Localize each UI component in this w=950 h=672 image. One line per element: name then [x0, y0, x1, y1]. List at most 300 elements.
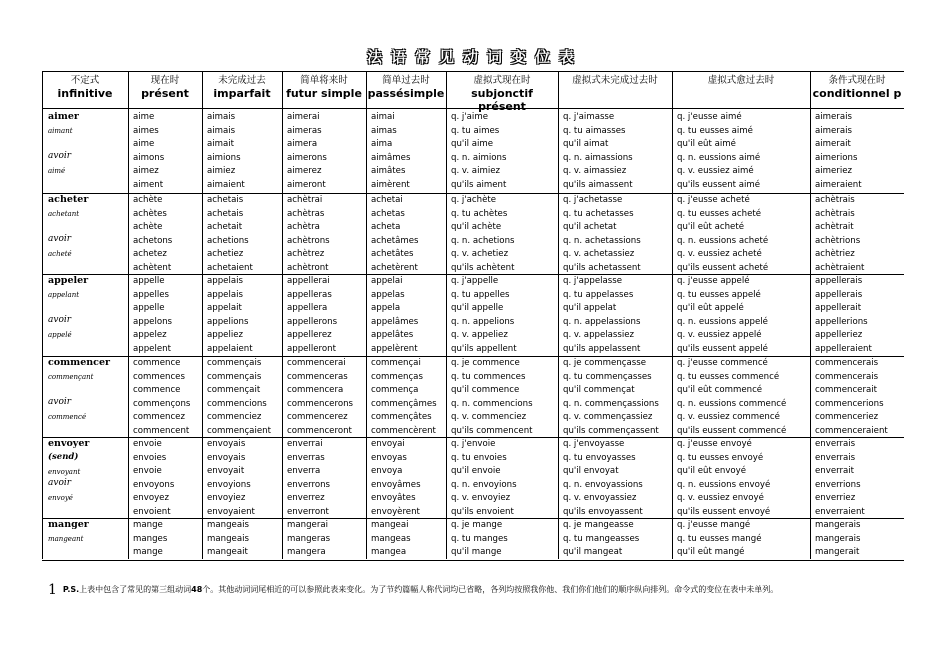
- column-header-zh: 未完成过去: [218, 75, 266, 86]
- column-header-7: [558, 74, 672, 87]
- conjugation-form: achetas: [371, 208, 405, 219]
- conjugation-form: envoie: [133, 466, 162, 476]
- conjugation-form: achète: [133, 222, 163, 232]
- conjugation-form: q. n. eussions commencé: [677, 398, 787, 409]
- conjugation-column-2: [133, 275, 172, 355]
- verb-row-aimer: [0, 111, 950, 192]
- conjugation-column-5: [371, 275, 418, 355]
- conjugation-form: q. j'achetasse: [563, 195, 623, 205]
- column-header-zh: 不定式: [70, 75, 100, 86]
- conjugation-form: q. tu envoies: [451, 452, 507, 463]
- conjugation-form: qu'il eût acheté: [677, 222, 744, 232]
- conjugation-form: qu'il eût aimé: [677, 139, 736, 149]
- conjugation-form: q. n. commençassions: [563, 398, 659, 409]
- conjugation-form: commenceraient: [815, 425, 888, 436]
- verb-participle-present: aimant: [48, 127, 73, 135]
- conjugation-form: qu'il eût commencé: [677, 385, 763, 395]
- conjugation-column-7: [563, 357, 659, 436]
- conjugation-column-8: [677, 275, 768, 355]
- conjugation-form: appela: [371, 303, 401, 313]
- conjugation-form: q. v. commençassiez: [563, 412, 653, 422]
- conjugation-form: envoyons: [133, 479, 175, 490]
- conjugation-form: qu'ils envoyassent: [563, 506, 643, 517]
- conjugation-form: appelle: [133, 276, 165, 286]
- conjugation-form: aima: [371, 139, 393, 149]
- conjugation-form: achetâtes: [371, 249, 414, 259]
- conjugation-column-4: [287, 438, 330, 517]
- conjugation-form: achetaient: [207, 262, 253, 273]
- conjugation-form: envoyai: [371, 439, 405, 449]
- conjugation-form: q. j'envoie: [451, 439, 496, 449]
- conjugation-column-9: [815, 275, 872, 355]
- conjugation-form: envoyions: [207, 479, 251, 490]
- conjugation-form: qu'il aime: [451, 139, 494, 149]
- footnote-count: 48: [191, 585, 203, 594]
- column-header-1: [42, 74, 128, 100]
- conjugation-form: q. tu appelasses: [563, 289, 634, 300]
- conjugation-form: q. v. envoyassiez: [563, 493, 637, 503]
- conjugation-form: commencerez: [287, 412, 348, 422]
- conjugation-column-7: [563, 111, 633, 192]
- conjugation-form: commencèrent: [371, 425, 436, 436]
- conjugation-form: achètrait: [815, 222, 854, 232]
- conjugation-form: qu'il achète: [451, 222, 502, 232]
- conjugation-form: q. tu eusses commencé: [677, 371, 780, 382]
- conjugation-form: q. v. commenciez: [451, 412, 527, 422]
- column-header-zh: 虚拟式愈过去时: [707, 75, 775, 86]
- conjugation-column-2: [133, 357, 190, 436]
- conjugation-form: aimons: [133, 152, 165, 163]
- conjugation-form: achètent: [133, 262, 172, 273]
- conjugation-form: appeliez: [207, 330, 244, 340]
- conjugation-form: q. j'envoyasse: [563, 439, 625, 449]
- page-title: 法语常见动词变位表: [366, 48, 583, 66]
- conjugation-form: qu'il aimat: [563, 139, 609, 149]
- conjugation-form: qu'il mangeat: [563, 547, 623, 557]
- conjugation-form: aimèrent: [371, 179, 410, 190]
- conjugation-form: q. n. eussions aimé: [677, 152, 761, 163]
- conjugation-column-6: [451, 438, 517, 517]
- conjugation-form: q. v. aimiez: [451, 166, 501, 176]
- verb-infinitive: aimer: [48, 111, 79, 122]
- footnote-text-after: 个。其他动词词尾相近的可以参照此表来变化。为了节约篇幅人称代词均已省略，各列均按照我你他、我们你们他们的顺序纵向排列。命令式的变位在表中未单列。: [202, 585, 779, 594]
- conjugation-form: q. n. achetassions: [563, 235, 641, 246]
- conjugation-column-5: [371, 438, 421, 517]
- conjugation-form: qu'ils commençassent: [563, 425, 659, 436]
- conjugation-form: q. j'eusse appelé: [677, 276, 750, 286]
- conjugation-form: q. v. aimassiez: [563, 166, 627, 176]
- verb-participle-past: aimé: [48, 167, 66, 175]
- column-header-zh: 现在时: [150, 75, 180, 86]
- verb-participle-present: mangeant: [48, 535, 84, 543]
- conjugation-form: q. tu eusses appelé: [677, 289, 761, 300]
- verb-row-acheter: [0, 194, 950, 273]
- verb-row-appeler: [0, 275, 950, 355]
- conjugation-form: appelleront: [287, 343, 336, 354]
- conjugation-form: aime: [133, 112, 155, 122]
- conjugation-form: appellerons: [287, 316, 338, 327]
- conjugation-column-2: [133, 111, 164, 192]
- conjugation-form: achètrions: [815, 235, 861, 246]
- verb-auxiliary: avoir: [48, 478, 72, 488]
- conjugation-form: qu'il eût appelé: [677, 303, 744, 313]
- conjugation-form: appelâmes: [371, 316, 419, 327]
- conjugation-form: achetai: [371, 195, 403, 205]
- conjugation-form: qu'ils appelassent: [563, 343, 641, 354]
- verb-infinitive: commencer: [48, 357, 111, 368]
- conjugation-form: commençais: [207, 358, 262, 368]
- conjugation-form: enverrais: [815, 452, 856, 463]
- conjugation-form: aimais: [207, 125, 236, 136]
- conjugation-form: aime: [133, 139, 155, 149]
- conjugation-form: aimeront: [287, 179, 326, 190]
- conjugation-form: achetais: [207, 195, 244, 205]
- conjugation-column-7: [563, 438, 643, 517]
- conjugation-column-8: [677, 194, 768, 273]
- conjugation-form: qu'ils eussent acheté: [677, 262, 769, 273]
- conjugation-form: appellerais: [815, 289, 863, 300]
- conjugation-form: enverrions: [815, 479, 861, 490]
- conjugation-form: aimâtes: [371, 166, 406, 176]
- column-header-zh: 简单过去时: [382, 75, 430, 86]
- conjugation-form: qu'il eût envoyé: [677, 466, 747, 476]
- conjugation-form: q. j'appelle: [451, 276, 499, 286]
- column-header-6: [446, 74, 558, 113]
- conjugation-form: commençaient: [207, 425, 271, 436]
- conjugation-form: enverras: [287, 452, 325, 463]
- conjugation-column-8: [677, 111, 760, 192]
- verb-participle-present: achetant: [48, 210, 80, 218]
- conjugation-form: appelleriez: [815, 330, 863, 340]
- verb-auxiliary: avoir: [48, 151, 72, 161]
- conjugation-form: achètes: [133, 208, 167, 219]
- verb-participle-past: appelé: [48, 331, 72, 339]
- verb-participle-past: envoyé: [48, 494, 73, 502]
- conjugation-form: mangeais: [207, 533, 249, 544]
- conjugation-form: q. tu achètes: [451, 208, 508, 219]
- verb-auxiliary: avoir: [48, 234, 72, 244]
- footnote: [48, 582, 778, 598]
- conjugation-form: achetais: [207, 208, 244, 219]
- conjugation-form: commencerons: [287, 398, 353, 409]
- conjugation-form: q. v. eussiez envoyé: [677, 493, 764, 503]
- conjugation-form: mangeai: [371, 520, 409, 530]
- conjugation-form: q. v. eussiez aimé: [677, 166, 754, 176]
- conjugation-form: commencerions: [815, 398, 884, 409]
- conjugation-form: qu'ils eussent appelé: [677, 343, 768, 354]
- conjugation-form: q. v. appeliez: [451, 330, 508, 340]
- conjugation-form: q. v. appelassiez: [563, 330, 635, 340]
- conjugation-form: envoie: [133, 439, 162, 449]
- column-header-3: [202, 74, 282, 100]
- conjugation-form: mangeais: [207, 520, 249, 530]
- verb-auxiliary: avoir: [48, 397, 72, 407]
- conjugation-column-5: [371, 194, 419, 273]
- verb-infinitive: envoyer: [48, 438, 90, 449]
- conjugation-form: achètras: [287, 208, 325, 219]
- conjugation-form: q. j'eusse acheté: [677, 195, 750, 205]
- verb-infinitive: acheter: [48, 194, 89, 205]
- conjugation-column-6: [451, 519, 508, 558]
- verb-participle-past: commencé: [48, 413, 87, 421]
- conjugation-form: aimeriez: [815, 166, 853, 176]
- column-header-zh: 条件式现在时: [828, 75, 886, 86]
- conjugation-form: envoyaient: [207, 506, 255, 517]
- conjugation-form: qu'il appelat: [563, 303, 617, 313]
- conjugation-column-9: [815, 194, 864, 273]
- conjugation-form: q. v. achetiez: [451, 249, 509, 259]
- conjugation-form: enverra: [287, 466, 321, 476]
- conjugation-column-5: [371, 111, 410, 192]
- conjugation-column-6: [451, 275, 517, 355]
- conjugation-column-3: [207, 519, 249, 558]
- conjugation-column-4: [287, 194, 330, 273]
- conjugation-form: q. tu commences: [451, 371, 526, 382]
- conjugation-form: mangeait: [207, 547, 248, 557]
- conjugation-form: envoyait: [207, 466, 245, 476]
- conjugation-form: q. n. appelions: [451, 316, 515, 327]
- conjugation-form: q. n. commencions: [451, 398, 533, 409]
- conjugation-column-4: [287, 519, 330, 558]
- conjugation-form: achètrez: [287, 249, 325, 259]
- conjugation-form: mangerais: [815, 520, 861, 530]
- verb-participle-past: acheté: [48, 250, 72, 258]
- conjugation-column-3: [207, 357, 271, 436]
- conjugation-form: aimait: [207, 139, 235, 149]
- conjugation-form: qu'ils achètent: [451, 262, 515, 273]
- conjugation-column-7: [563, 194, 641, 273]
- conjugation-form: qu'ils aimassent: [563, 179, 633, 190]
- conjugation-form: enverront: [287, 506, 329, 517]
- conjugation-form: q. tu eusses aimé: [677, 125, 753, 136]
- conjugation-form: mangea: [371, 547, 407, 557]
- conjugation-form: appelaient: [207, 343, 253, 354]
- conjugation-form: qu'ils eussent commencé: [677, 425, 787, 436]
- conjugation-form: commenciez: [207, 412, 262, 422]
- conjugation-column-3: [207, 438, 255, 517]
- conjugation-form: acheta: [371, 222, 401, 232]
- conjugation-form: aimai: [371, 112, 395, 122]
- conjugation-form: envoyâtes: [371, 493, 416, 503]
- conjugation-form: appelles: [133, 289, 170, 300]
- conjugation-column-8: [677, 357, 786, 436]
- conjugation-form: q. n. envoyassions: [563, 479, 643, 490]
- column-header-fr: futur simple: [286, 87, 362, 100]
- conjugation-form: q. tu appelles: [451, 289, 510, 300]
- conjugation-column-3: [207, 194, 253, 273]
- footnote-text-before: 上表中包含了常见的第三组动词: [79, 585, 192, 594]
- conjugation-form: achetait: [207, 222, 243, 232]
- conjugation-form: appelais: [207, 276, 243, 286]
- conjugation-form: aimerais: [815, 125, 852, 136]
- conjugation-form: mangeras: [287, 533, 331, 544]
- verb-participle-present: commençant: [48, 373, 94, 381]
- conjugation-form: qu'il eût mangé: [677, 547, 745, 557]
- conjugation-form: commencera: [287, 385, 344, 395]
- column-header-zh: 虚拟式现在时: [473, 75, 531, 86]
- conjugation-column-6: [451, 357, 533, 436]
- conjugation-form: q. j'eusse aimé: [677, 112, 742, 122]
- conjugation-form: q. tu envoyasses: [563, 452, 636, 463]
- conjugation-form: commences: [133, 371, 185, 382]
- conjugation-form: appelez: [133, 330, 167, 340]
- verb-infinitive: manger: [48, 519, 89, 530]
- conjugation-form: q. n. eussions appelé: [677, 316, 768, 327]
- conjugation-form: aimez: [133, 166, 159, 176]
- conjugation-form: q. j'aimasse: [563, 112, 615, 122]
- conjugation-form: commenceras: [287, 371, 348, 382]
- conjugation-form: envoyais: [207, 452, 246, 463]
- conjugation-form: appellerions: [815, 316, 868, 327]
- conjugation-column-7: [563, 275, 640, 355]
- conjugation-column-4: [287, 357, 353, 436]
- conjugation-form: commencez: [133, 412, 185, 422]
- conjugation-form: q. v. eussiez acheté: [677, 249, 762, 259]
- column-header-zh: 简单将来时: [300, 75, 348, 86]
- conjugation-form: enverriez: [815, 493, 856, 503]
- conjugation-form: q. n. eussions envoyé: [677, 479, 771, 490]
- conjugation-form: appelions: [207, 316, 249, 327]
- column-header-fr: imparfait: [213, 87, 271, 100]
- conjugation-form: q. tu manges: [451, 533, 508, 544]
- conjugation-form: mangerait: [815, 547, 860, 557]
- conjugation-form: commenceront: [287, 425, 352, 436]
- conjugation-form: envoies: [133, 452, 167, 463]
- conjugation-column-2: [133, 438, 174, 517]
- conjugation-form: q. tu eusses envoyé: [677, 452, 764, 463]
- column-header-fr: passésimple: [367, 87, 445, 100]
- conjugation-column-5: [371, 357, 437, 436]
- conjugation-form: appellerez: [287, 330, 332, 340]
- conjugation-form: q. j'eusse commencé: [677, 358, 768, 368]
- conjugation-form: commenceriez: [815, 412, 879, 422]
- conjugation-form: achetions: [207, 235, 249, 246]
- conjugation-form: qu'il envoie: [451, 466, 501, 476]
- conjugation-column-9: [815, 111, 862, 192]
- conjugation-form: appellera: [287, 303, 328, 313]
- conjugation-form: mangeas: [371, 533, 411, 544]
- column-header-2: [128, 74, 202, 100]
- conjugation-form: q. tu achetasses: [563, 208, 634, 219]
- conjugation-column-3: [207, 275, 253, 355]
- conjugation-form: q. n. aimions: [451, 152, 507, 163]
- conjugation-form: appelas: [371, 289, 405, 300]
- conjugation-form: q. n. envoyions: [451, 479, 517, 490]
- conjugation-form: q. je commence: [451, 358, 520, 368]
- conjugation-column-6: [451, 194, 515, 273]
- conjugation-form: aimions: [207, 152, 241, 163]
- conjugation-form: achetons: [133, 235, 173, 246]
- conjugation-column-2: [133, 194, 172, 273]
- conjugation-column-9: [815, 519, 861, 558]
- conjugation-column-9: [815, 438, 865, 517]
- conjugation-form: commencions: [207, 398, 267, 409]
- conjugation-form: commencerait: [815, 385, 878, 395]
- conjugation-form: qu'il appelle: [451, 303, 504, 313]
- conjugation-form: appelent: [133, 343, 171, 354]
- conjugation-form: q. n. eussions acheté: [677, 235, 769, 246]
- conjugation-form: enverrait: [815, 466, 855, 476]
- verb-row-manger: [0, 519, 950, 558]
- conjugation-form: qu'ils aiment: [451, 179, 507, 190]
- conjugation-form: q. tu aimes: [451, 125, 500, 136]
- conjugation-form: appelai: [371, 276, 403, 286]
- conjugation-form: qu'il commençat: [563, 385, 635, 395]
- conjugation-form: mange: [133, 520, 163, 530]
- conjugation-form: q. tu mangeasses: [563, 533, 640, 544]
- conjugation-form: envoyais: [207, 439, 246, 449]
- conjugation-form: qu'ils eussent aimé: [677, 179, 761, 190]
- conjugation-form: aimerait: [815, 139, 851, 149]
- conjugation-form: appelèrent: [371, 343, 418, 354]
- conjugation-form: q. j'eusse envoyé: [677, 439, 752, 449]
- conjugation-form: appelons: [133, 316, 173, 327]
- conjugation-form: appelâtes: [371, 330, 414, 340]
- conjugation-column-5: [371, 519, 411, 558]
- conjugation-form: qu'il achetat: [563, 222, 617, 232]
- conjugation-column-3: [207, 111, 245, 192]
- conjugation-form: aimeras: [287, 125, 322, 136]
- conjugation-form: appelle: [133, 303, 165, 313]
- conjugation-form: qu'ils achetassent: [563, 262, 641, 273]
- conjugation-form: aimerez: [287, 166, 322, 176]
- conjugation-form: appellerais: [815, 276, 863, 286]
- conjugation-form: achètrais: [815, 208, 855, 219]
- conjugation-form: achètrai: [287, 195, 323, 205]
- conjugation-form: q. v. eussiez commencé: [677, 412, 780, 422]
- conjugation-column-2: [133, 519, 167, 558]
- conjugation-form: commencerais: [815, 358, 879, 368]
- conjugation-column-8: [677, 438, 770, 517]
- conjugation-form: enverrais: [815, 439, 856, 449]
- conjugation-form: commençai: [371, 358, 421, 368]
- conjugation-form: achètrons: [287, 235, 330, 246]
- conjugation-form: qu'ils envoient: [451, 506, 514, 517]
- conjugation-form: achetez: [133, 249, 167, 259]
- column-header-zh: 虚拟式未完成过去时: [572, 75, 658, 86]
- conjugation-form: enverraient: [815, 506, 865, 517]
- conjugation-form: achète: [133, 195, 163, 205]
- conjugation-form: mange: [133, 547, 163, 557]
- conjugation-form: aimaient: [207, 179, 245, 190]
- verb-row-commencer: [0, 357, 950, 436]
- conjugation-column-6: [451, 111, 506, 192]
- conjugation-form: commençons: [133, 398, 191, 409]
- verb-participle-present: envoyant: [48, 468, 81, 476]
- conjugation-form: envoyèrent: [371, 506, 420, 517]
- conjugation-form: appelleras: [287, 289, 332, 300]
- verb-note: (send): [48, 452, 79, 462]
- column-header-5: [366, 74, 446, 100]
- verb-infinitive: appeler: [48, 275, 89, 286]
- conjugation-form: q. tu commençasses: [563, 371, 652, 382]
- conjugation-form: mangera: [287, 547, 326, 557]
- column-header-fr: subjonctif présent: [471, 87, 533, 113]
- conjugation-form: commence: [133, 358, 181, 368]
- conjugation-form: aimerais: [815, 112, 852, 122]
- conjugation-form: achètront: [287, 262, 329, 273]
- conjugation-form: achetiez: [207, 249, 244, 259]
- conjugation-form: manges: [133, 533, 168, 544]
- conjugation-form: q. v. envoyiez: [451, 493, 511, 503]
- conjugation-form: aimera: [287, 139, 318, 149]
- conjugation-form: envoyâmes: [371, 479, 421, 490]
- conjugation-form: achetèrent: [371, 262, 418, 273]
- conjugation-form: achètra: [287, 222, 320, 232]
- column-header-9: [810, 74, 904, 100]
- conjugation-form: envoya: [371, 466, 403, 476]
- column-header-fr: conditionnel p: [812, 87, 902, 100]
